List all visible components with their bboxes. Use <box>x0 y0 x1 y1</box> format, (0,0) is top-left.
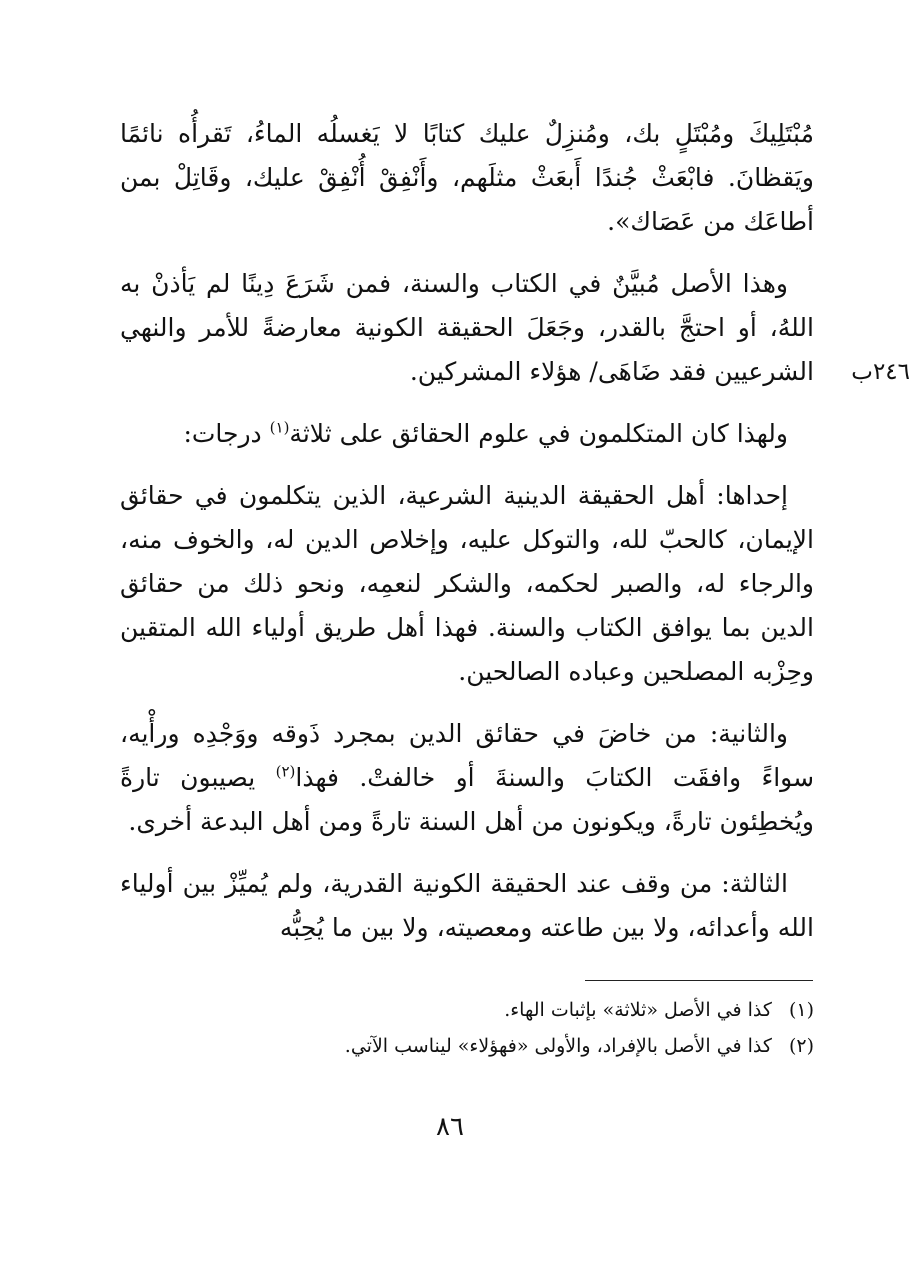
paragraph-4-text: إحداها: أهل الحقيقة الدينية الشرعية، الذين يتكلمون في حقائق الإيمان، كالحبّ لله، والتوكل عليه، وإخلاص الدين له، والخوف منه، والرجاء له، والصبر لحكمه، والشكر لنعمِه، ونحو ذلك من حقائق الدين بما يوافق الكتاب والسنة. فهذا أهل طريق أولياء الله المتقين وحِزْبه المصلحين وعباده الصالحين. <box>120 481 814 686</box>
footnote-2 <box>120 1028 814 1064</box>
paragraph-5 <box>120 712 814 844</box>
footnote-1-number: (١) <box>788 999 814 1021</box>
paragraph-5-text: والثانية: من خاضَ في حقائق الدين بمجرد ذَوقه ووَجْدِه ورأْيه، سواءً وافقَت الكتابَ والسنةَ أو خالفتْ. فهذا <box>120 719 815 792</box>
footnotes <box>120 992 814 1064</box>
page-number: ٨٦ <box>436 1112 464 1142</box>
footnote-2-text: كذا في الأصل بالإفراد، والأولى «فهؤلاء» ليناسب الآتي. <box>344 1035 772 1057</box>
paragraph-3 <box>120 412 814 456</box>
paragraph-5-tail: يصيبون تارةً ويُخطِئون تارةً، ويكونون من أهل السنة تارةً ومن أهل البدعة أخرى. <box>120 763 814 836</box>
paragraph-1-text: مُبْتَلِيكَ ومُبْتَلٍ بك، ومُنزِلٌ عليك كتابًا لا يَغسلُه الماءُ، تَقرأُه نائمًا ويَقظانَ. فابْعَثْ جُندًا أَبعَثْ مثلَهم، وأَنْفِقْ أُنْفِقْ عليك، وقَاتِلْ بمن أطاعَك من عَصَاك». <box>120 119 814 236</box>
footnote-ref-1[interactable]: (١) <box>269 418 290 437</box>
footnote-1 <box>120 992 814 1028</box>
footnote-divider <box>585 980 813 981</box>
paragraph-4 <box>120 474 814 694</box>
paragraph-1 <box>120 112 814 244</box>
main-text <box>120 112 910 968</box>
paragraph-6-text: الثالثة: من وقف عند الحقيقة الكونية القدرية، ولم يُميِّزْ بين أولياء الله وأعدائه، ولا بين طاعته ومعصيته، ولا بين ما يُحِبُّه <box>120 869 814 942</box>
footnote-1-text: كذا في الأصل «ثلاثة» بإثبات الهاء. <box>504 999 772 1021</box>
paragraph-3-text: ولهذا كان المتكلمون في علوم الحقائق على ثلاثة <box>289 419 788 448</box>
footnote-2-number: (٢) <box>788 1035 814 1057</box>
paragraph-3-tail: درجات: <box>183 419 270 448</box>
paragraph-2 <box>120 262 910 394</box>
paragraph-2-text: وهذا الأصل مُبيَّنٌ في الكتاب والسنة، فمن شَرَعَ دِينًا لم يَأذنْ به اللهُ، أو احتجَّ بالقدر، وجَعَلَ الحقيقة الكونية معارضةً للأمر والنهي الشرعيين فقد ضَاهَى/ هؤلاء المشركين. <box>120 269 814 386</box>
marginal-folio-note: ٢٤٦ب <box>851 359 910 385</box>
paragraph-6 <box>120 862 814 950</box>
footnote-ref-2[interactable]: (٢) <box>275 762 296 781</box>
